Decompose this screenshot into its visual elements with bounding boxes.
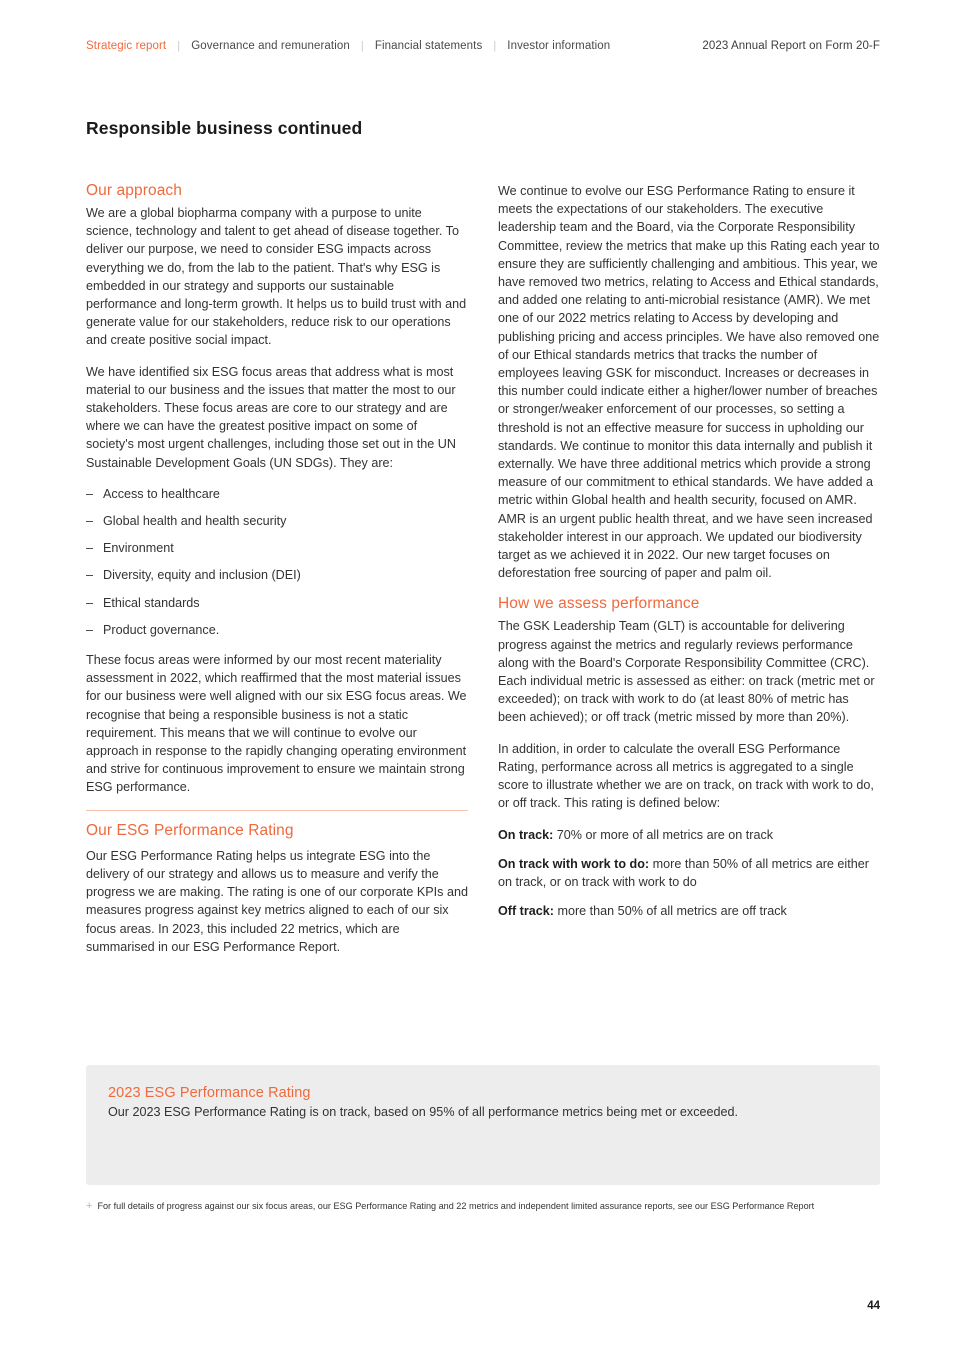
nav-separator: |: [493, 40, 497, 52]
definition-text: more than 50% of all metrics are off track: [553, 904, 787, 919]
page-number: 44: [867, 1300, 880, 1312]
list-item: [86, 621, 468, 639]
list-item: [86, 512, 468, 530]
paragraph-assess-2: In addition, in order to calculate the overall ESG Performance Rating, performance across all metrics is aggregated to a single score to illustrate whether we are on track, on track with work to do, or off track. This rating is defined below:: [498, 741, 874, 811]
right-column: [498, 182, 880, 956]
paragraph-our-approach-3: These focus areas were informed by our most recent materiality assessment in 2022, which reaffirmed that the most material issues for our business were well aligned with our six ESG focus areas. We recognise that being a responsible business is not a static requirement. This means that we will continue to evolve our approach in response to the rapidly changing operating environment and strive for continuous improvement to ensure we maintain strong ESG performance.: [86, 653, 467, 795]
paragraph-evolve-rating: We continue to evolve our ESG Performance Rating to ensure it meets the expectations of our stakeholders. The executive leadership team and the Board, via the Corporate Responsibility Committee, review the metrics that make up this Rating each year to ensure they are sufficiently challenging and ambitious. This year, we have removed two metrics, relating to Access and Ethical standards, and added one relating to anti-microbial resistance (AMR). We met one of our 2022 metrics relating to Access by developing and publishing pricing and access principles. We have also removed one of our Ethical standards metrics that tracks the number of employees leaving GSK for misconduct. Increases or decreases in this number could indicate either a higher/lower number of breaches or stronger/weaker enforcement of our processes, so setting a threshold is not an effective measure for success in upholding our standards. We continue to monitor this data internally and publish it externally. We have three additional metrics which provide a strong measure of our commitment to ethical standards. We have added a metric within Global health and health security, focused on AMR. AMR is an urgent public health threat, and we have seen increased stakeholder interest in our approach. We updated our biodiversity target as we achieved it in 2022. Our new target focuses on deforestation free sourcing of paper and palm oil.: [498, 184, 880, 581]
callout-body: Our 2023 ESG Performance Rating is on track, based on 95% of all performance metrics being met or exceeded.: [108, 1105, 739, 1119]
list-item-label: Environment: [103, 541, 174, 556]
footnote: [86, 1200, 880, 1214]
section-navigation: [86, 40, 880, 52]
definition-on-track-with-work-to-do: [498, 855, 880, 891]
page-title: Responsible business continued: [86, 117, 363, 138]
heading-our-approach: Our approach: [86, 182, 182, 199]
paragraph-our-approach-1: We are a global biopharma company with a purpose to unite science, technology and talent to get ahead of disease together. To deliver our purpose, we need to consider ESG impacts across everything we do, from the lab to the patient. That's why ESG is embedded in our strategy and supports our sustainable performance and long-term growth. It helps us to build trust with and generate value for our stakeholders, reduce risk to our operations and create positive social impact.: [86, 206, 467, 348]
heading-our-esg-performance-rating: Our ESG Performance Rating: [86, 821, 294, 839]
paragraph-esg-performance-rating: Our ESG Performance Rating helps us integrate ESG into the delivery of our strategy and allows us to measure and verify the progress we are making. The rating is one of our corporate KPIs and measures progress against key metrics aligned to each of our six focus areas. In 2023, this included 22 metrics, which are summarised in our ESG Performance Report.: [86, 848, 468, 954]
nav-item-financial-statements[interactable]: Financial statements: [374, 40, 483, 52]
callout-title: 2023 ESG Performance Rating: [108, 1085, 311, 1101]
definition-term: On track with work to do:: [498, 856, 650, 871]
paragraph-our-approach-2: We have identified six ESG focus areas that address what is most material to our business and the issues that matter the most to our stakeholders. These focus areas are core to our strategy and are where we can have the greatest positive impact on some of society's most urgent challenges, including those set out in the UN Sustainable Development Goals (UN SDGs). They are:: [86, 364, 456, 470]
definition-term: On track:: [498, 827, 554, 842]
nav-list: [86, 40, 610, 52]
definition-text: 70% or more of all metrics are on track: [553, 827, 774, 842]
list-item: [86, 539, 468, 557]
list-item-label: Product governance.: [103, 622, 220, 637]
list-item-label: Global health and health security: [103, 514, 287, 529]
body-columns: [86, 182, 880, 956]
definition-on-track: [498, 826, 880, 844]
definition-off-track: [498, 902, 880, 920]
dash-bullet: –: [86, 622, 94, 637]
dash-bullet: –: [86, 486, 94, 501]
paragraph-assess-1: The GSK Leadership Team (GLT) is accountable for delivering progress against the metrics and regularly reviews performance along with the Board's Corporate Responsibility Committee (CRC). Each individual metric is assessed as either: on track (metric met or exceeded); on track with work to do (at least 80% of metric has been achieved); or off track (metric missed by more than 20%).: [498, 619, 875, 725]
definition-text: more than 50% of all metrics are either on track, or on track with work to do: [498, 856, 869, 889]
heading-how-we-assess-performance: How we assess performance: [498, 595, 700, 613]
nav-separator: |: [177, 40, 181, 52]
list-item-label: Diversity, equity and inclusion (DEI): [103, 568, 301, 583]
list-item: [86, 566, 468, 584]
plus-icon: +: [86, 1200, 93, 1212]
definition-term: Off track:: [498, 904, 554, 919]
esg-rating-callout: [86, 1065, 880, 1185]
focus-areas-list: [86, 485, 468, 639]
list-item-label: Access to healthcare: [103, 486, 220, 501]
dash-bullet: –: [86, 595, 94, 610]
list-item: [86, 594, 468, 612]
left-column: [86, 182, 468, 956]
list-item: [86, 485, 468, 503]
nav-item-investor-information[interactable]: Investor information: [507, 40, 611, 52]
section-divider: [86, 810, 468, 811]
list-item-label: Ethical standards: [103, 595, 200, 610]
report-title-label: 2023 Annual Report on Form 20-F: [702, 40, 880, 52]
nav-item-governance-and-remuneration[interactable]: Governance and remuneration: [191, 40, 350, 52]
dash-bullet: –: [86, 541, 94, 556]
footnote-text: For full details of progress against our six focus areas, our ESG Performance Rating and 22 metrics and independent limited assurance reports, see our ESG Performance Report: [97, 1201, 815, 1211]
nav-item-strategic-report[interactable]: Strategic report: [86, 40, 167, 52]
dash-bullet: –: [86, 568, 94, 583]
nav-separator: |: [360, 40, 364, 52]
dash-bullet: –: [86, 514, 94, 529]
